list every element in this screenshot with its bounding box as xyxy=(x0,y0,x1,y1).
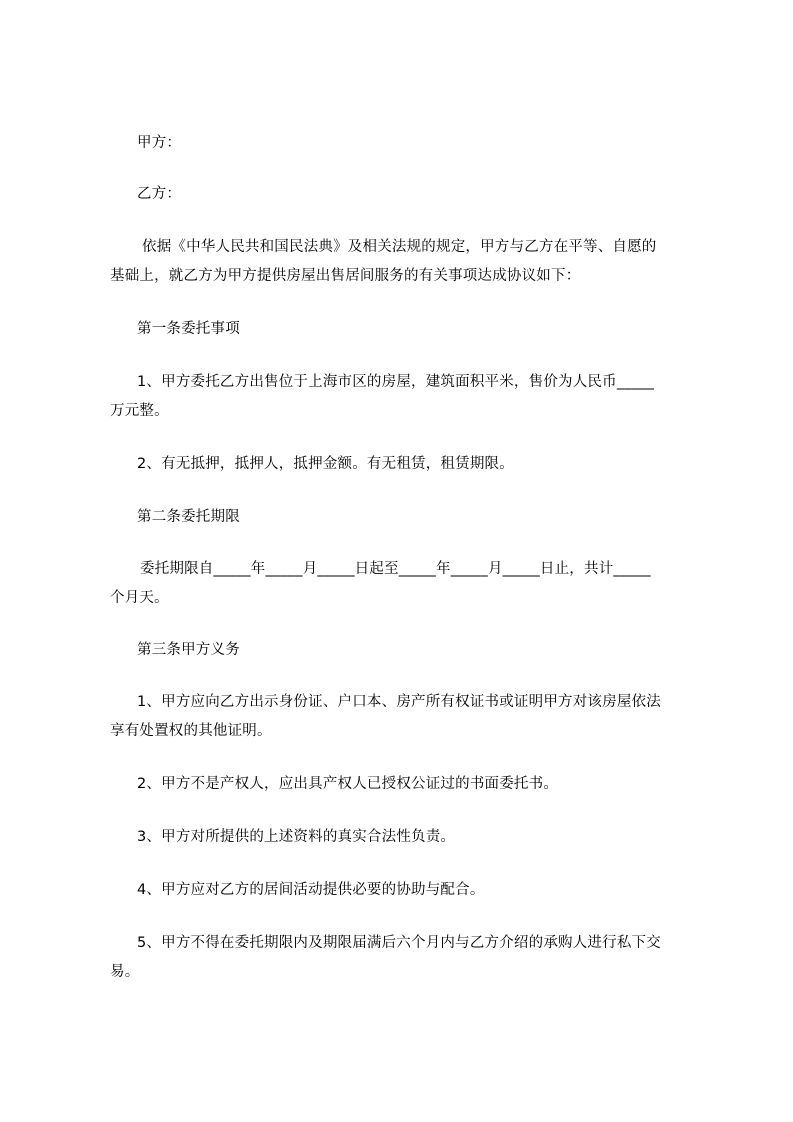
party-b-label: 乙方： xyxy=(137,186,182,202)
article-3-title: 第三条甲方义务 xyxy=(137,642,240,658)
article-3-item-1-line-1: 1、甲方应向乙方出示身份证、户口本、房产所有权证书或证明甲方对该房屋依法 xyxy=(137,694,661,710)
party-a-label: 甲方： xyxy=(137,135,182,151)
intro-line-1: 依据《中华人民共和国民法典》及相关法规的规定，甲方与乙方在平等、自愿的 xyxy=(142,239,657,255)
article-3-item-5-line-1: 5、甲方不得在委托期限内及期限届满后六个月内与乙方介绍的承购人进行私下交 xyxy=(137,935,661,951)
article-1-item-1-line-1: 1、甲方委托乙方出售位于上海市区的房屋，建筑面积平米，售价为人民币_____ xyxy=(137,374,655,390)
intro-line-2: 基础上，就乙方为甲方提供房屋出售居间服务的有关事项达成协议如下： xyxy=(110,268,581,284)
article-2-title: 第二条委托期限 xyxy=(137,509,240,525)
article-1-item-2: 2、有无抵押，抵押人，抵押金额。有无租赁，租赁期限。 xyxy=(137,456,514,472)
article-2-line-2: 个月天。 xyxy=(110,590,169,606)
article-3-item-4: 4、甲方应对乙方的居间活动提供必要的协助与配合。 xyxy=(137,882,485,898)
article-3-item-5-line-2: 易。 xyxy=(110,964,140,980)
article-2-line-1: 委托期限自_____年_____月_____日起至_____年_____月_____日止，共计_____ xyxy=(140,561,651,577)
article-3-item-2: 2、甲方不是产权人，应出具产权人已授权公证过的书面委托书。 xyxy=(137,776,559,792)
article-3-item-3: 3、甲方对所提供的上述资料的真实合法性负责。 xyxy=(137,829,456,845)
article-1-item-1-line-2: 万元整。 xyxy=(110,403,169,419)
article-1-title: 第一条委托事项 xyxy=(137,321,240,337)
article-3-item-1-line-2: 享有处置权的其他证明。 xyxy=(110,723,272,739)
